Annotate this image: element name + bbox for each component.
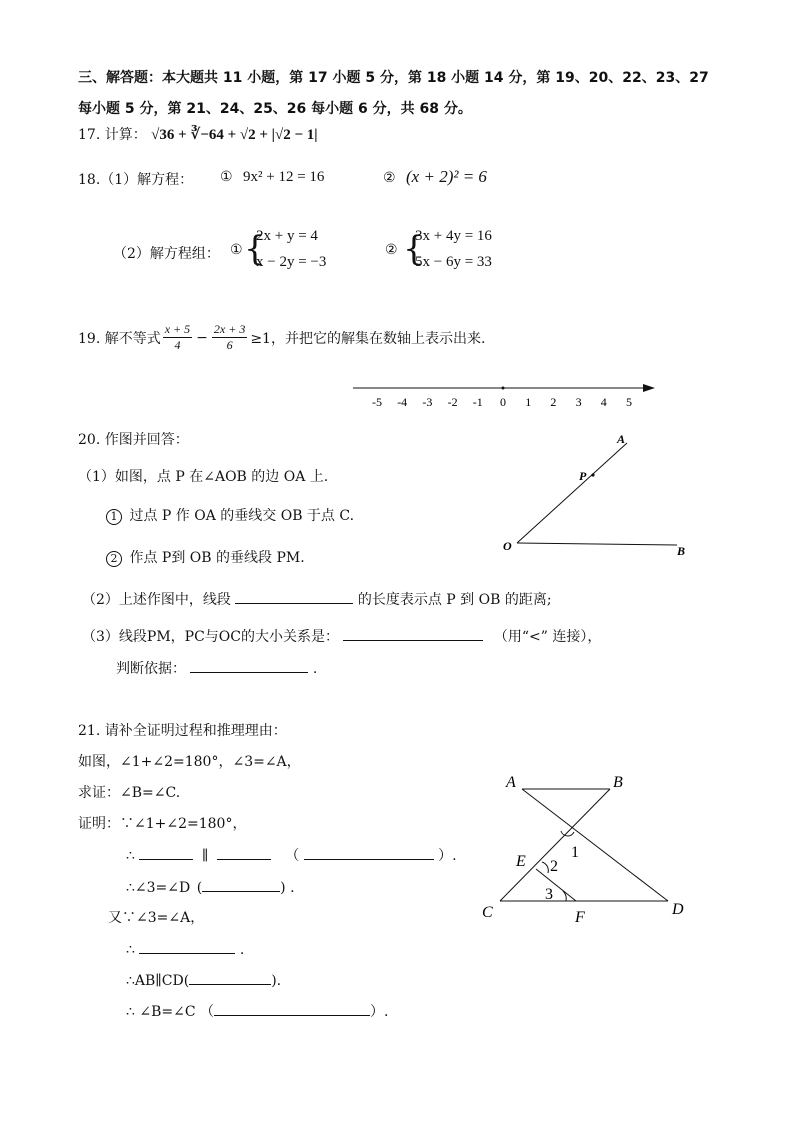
q19-fraction-1 — [163, 322, 192, 353]
q20-part2-after: 的长度表示点 P 到 OB 的距离; — [357, 592, 552, 608]
q20-part3-answer-blank[interactable] — [343, 626, 483, 641]
q21-proof-line6 — [126, 970, 281, 989]
q21-line5-end: . — [239, 942, 245, 958]
q18-eq1-expression: 9x² + 12 = 16 — [243, 169, 325, 185]
q20-part3 — [82, 626, 601, 646]
q21-line7-text: ∴ ∠B=∠C — [126, 1004, 196, 1020]
q18-sys1-brace: { — [244, 229, 266, 269]
axis-tick-label: -5 — [372, 395, 382, 409]
q21-line3-text: ∴∠3=∠D — [126, 880, 191, 896]
q21-reason-blank-1[interactable] — [304, 845, 434, 860]
fig21-label-A: A — [506, 774, 516, 791]
q20-reason-label: 判断依据： — [116, 661, 186, 677]
fig21-label-F: F — [575, 909, 585, 926]
q21-reason-blank-4[interactable] — [214, 1001, 370, 1016]
fig21-label-C: C — [482, 904, 493, 921]
q20-part3-before: （3）线段PM，PC与OC的大小关系是： — [82, 629, 339, 645]
q17-label: 17. 计算： — [78, 127, 147, 143]
axis-tick-label: 2 — [550, 395, 557, 409]
q21-proof-start: 证明：∵∠1+∠2=180°， — [78, 816, 247, 832]
q19-fraction-2 — [212, 322, 247, 353]
section-header-line2: 每小题 5 分，第 21、24、25、26 每小题 6 分，共 68 分。 — [78, 101, 472, 117]
q18-sys2-eq-a: 3x + 4y = 16 — [415, 228, 492, 244]
fig20-label-O: O — [503, 539, 512, 553]
q20-part3-after: （用“<” 连接）， — [493, 629, 602, 645]
q21-parallel-blank-2[interactable] — [217, 845, 271, 860]
q18-sys1-eq-a: 2x + y = 4 — [256, 228, 318, 244]
angle-aob-figure — [495, 425, 705, 565]
q20-step1 — [106, 505, 354, 525]
triangle-figure — [470, 765, 700, 930]
q21-reason-blank-2[interactable] — [202, 877, 280, 892]
q20-part2-answer-blank[interactable] — [235, 589, 353, 604]
q20-part1: （1）如图，点 P 在∠AOB 的边 OA 上. — [78, 469, 329, 485]
q21-paren-open: （ — [285, 848, 300, 864]
q21-prove: 求证：∠B=∠C. — [78, 785, 181, 801]
q21-line7-paren-open: （ — [200, 1004, 215, 1020]
fig20-label-P: P — [579, 469, 587, 483]
q18-eq1 — [220, 169, 324, 186]
fig21-angle-1: 1 — [571, 844, 579, 861]
axis-tick-label: 4 — [600, 395, 607, 409]
q18-sys1-marker: ① — [230, 242, 243, 258]
fig21-angle-2: 2 — [550, 858, 558, 875]
q20-step2 — [106, 547, 305, 567]
q18-eq2-marker: ② — [383, 170, 396, 186]
section-header-line1: 三、解答题：本大题共 11 小题，第 17 小题 5 分，第 18 小题 14 分，第 19、20、22、23、27 — [78, 70, 709, 86]
q18-sys2-eq-b: 5x − 6y = 33 — [415, 254, 492, 270]
q17-expression: √36 + ∛−64 + √2 + |√2 − 1| — [151, 127, 318, 143]
q19-fraction-1-denominator: 4 — [174, 338, 181, 352]
fig21-label-D: D — [672, 901, 684, 918]
q19-fraction-2-numerator: 2x + 3 — [213, 322, 246, 336]
q20-title: 20. 作图并回答： — [78, 432, 189, 448]
q21-line6-paren-close: ) — [271, 973, 277, 989]
q18-part1 — [78, 169, 193, 189]
q21-proof-line5 — [126, 939, 244, 958]
q21-line6-paren-open: ( — [183, 973, 190, 989]
q21-line6-text: ∴AB∥CD — [126, 973, 184, 989]
axis-origin-dot — [502, 387, 505, 390]
q21-proof-line2 — [126, 845, 457, 865]
q21-line6-end: . — [276, 973, 282, 989]
q20-part2 — [82, 589, 552, 609]
q18-eq2 — [383, 167, 487, 187]
q19 — [78, 322, 485, 353]
q20-step2-text: 作点 P到 OB 的垂线段 PM. — [129, 550, 305, 566]
q21-paren-close: ）. — [438, 848, 457, 864]
q21-line3-end: . — [290, 880, 295, 896]
q21-therefore: ∴ — [126, 848, 135, 864]
q18-sys2-brace: { — [403, 229, 425, 269]
q18-sys2-marker: ② — [385, 242, 398, 258]
axis-tick-label: 0 — [500, 395, 506, 409]
q21-proof-line3 — [126, 877, 295, 896]
q19-fraction-1-numerator: x + 5 — [164, 322, 191, 336]
q21-parallel-blank-1[interactable] — [139, 845, 193, 860]
q20-step1-text: 过点 P 作 OA 的垂线交 OB 于点 C. — [129, 508, 355, 524]
q21-given: 如图，∠1+∠2=180°，∠3=∠A， — [78, 754, 301, 770]
q19-prefix: 19. 解不等式 — [78, 330, 161, 347]
q19-minus: − — [196, 329, 208, 346]
q21-proof-line4: 又∵∠3=∠A， — [108, 910, 205, 926]
q21-parallel-symbol: ∥ — [201, 848, 209, 864]
fig21-angle-3: 3 — [545, 886, 553, 903]
q21-line3-paren-close: ) — [280, 880, 286, 896]
q20-step1-marker: 1 — [106, 509, 122, 525]
axis-tick-label: 3 — [575, 395, 582, 409]
q20-reason — [116, 658, 317, 678]
q21-conclusion-blank[interactable] — [139, 939, 235, 954]
q20-part2-before: （2）上述作图中，线段 — [82, 592, 231, 608]
axis-tick-label: -3 — [422, 395, 433, 409]
axis-tick-label: 1 — [525, 395, 532, 409]
q17 — [78, 124, 318, 144]
q21-proof-line7 — [126, 1001, 388, 1021]
axis-tick-label: -4 — [397, 395, 408, 409]
q20-reason-blank[interactable] — [190, 658, 308, 673]
q21-line7-end: . — [384, 1004, 389, 1020]
q21-line3-paren-open: ( — [196, 880, 203, 896]
q18-sys1-eq-b: x − 2y = −3 — [256, 254, 327, 270]
axis-tick-label: -1 — [472, 395, 483, 409]
q21-line5-text: ∴ — [126, 942, 135, 958]
q20-reason-end: . — [312, 661, 318, 677]
q21-line7-paren-close: ） — [370, 1004, 385, 1020]
q18-part1-label: 18.（1）解方程： — [78, 172, 194, 188]
fig20-label-B: B — [677, 544, 686, 558]
q20-step2-marker: 2 — [106, 551, 122, 567]
fig21-label-B: B — [613, 774, 623, 791]
q21-reason-blank-3[interactable] — [189, 970, 271, 985]
q18-part2-label: （2）解方程组： — [113, 246, 220, 262]
axis-tick-label: -2 — [447, 395, 458, 409]
q19-fraction-2-denominator: 6 — [226, 338, 233, 352]
axis-tick-label: 5 — [626, 395, 632, 409]
q19-suffix: ≥1，并把它的解集在数轴上表示出来. — [250, 330, 486, 347]
fig20-label-A: A — [617, 432, 626, 446]
number-line — [345, 375, 665, 415]
fig21-label-E: E — [516, 853, 526, 870]
q21-title: 21. 请补全证明过程和推理理由： — [78, 723, 287, 739]
q18-eq1-marker: ① — [220, 169, 233, 185]
q18-eq2-expression: (x + 2)² = 6 — [406, 167, 487, 186]
